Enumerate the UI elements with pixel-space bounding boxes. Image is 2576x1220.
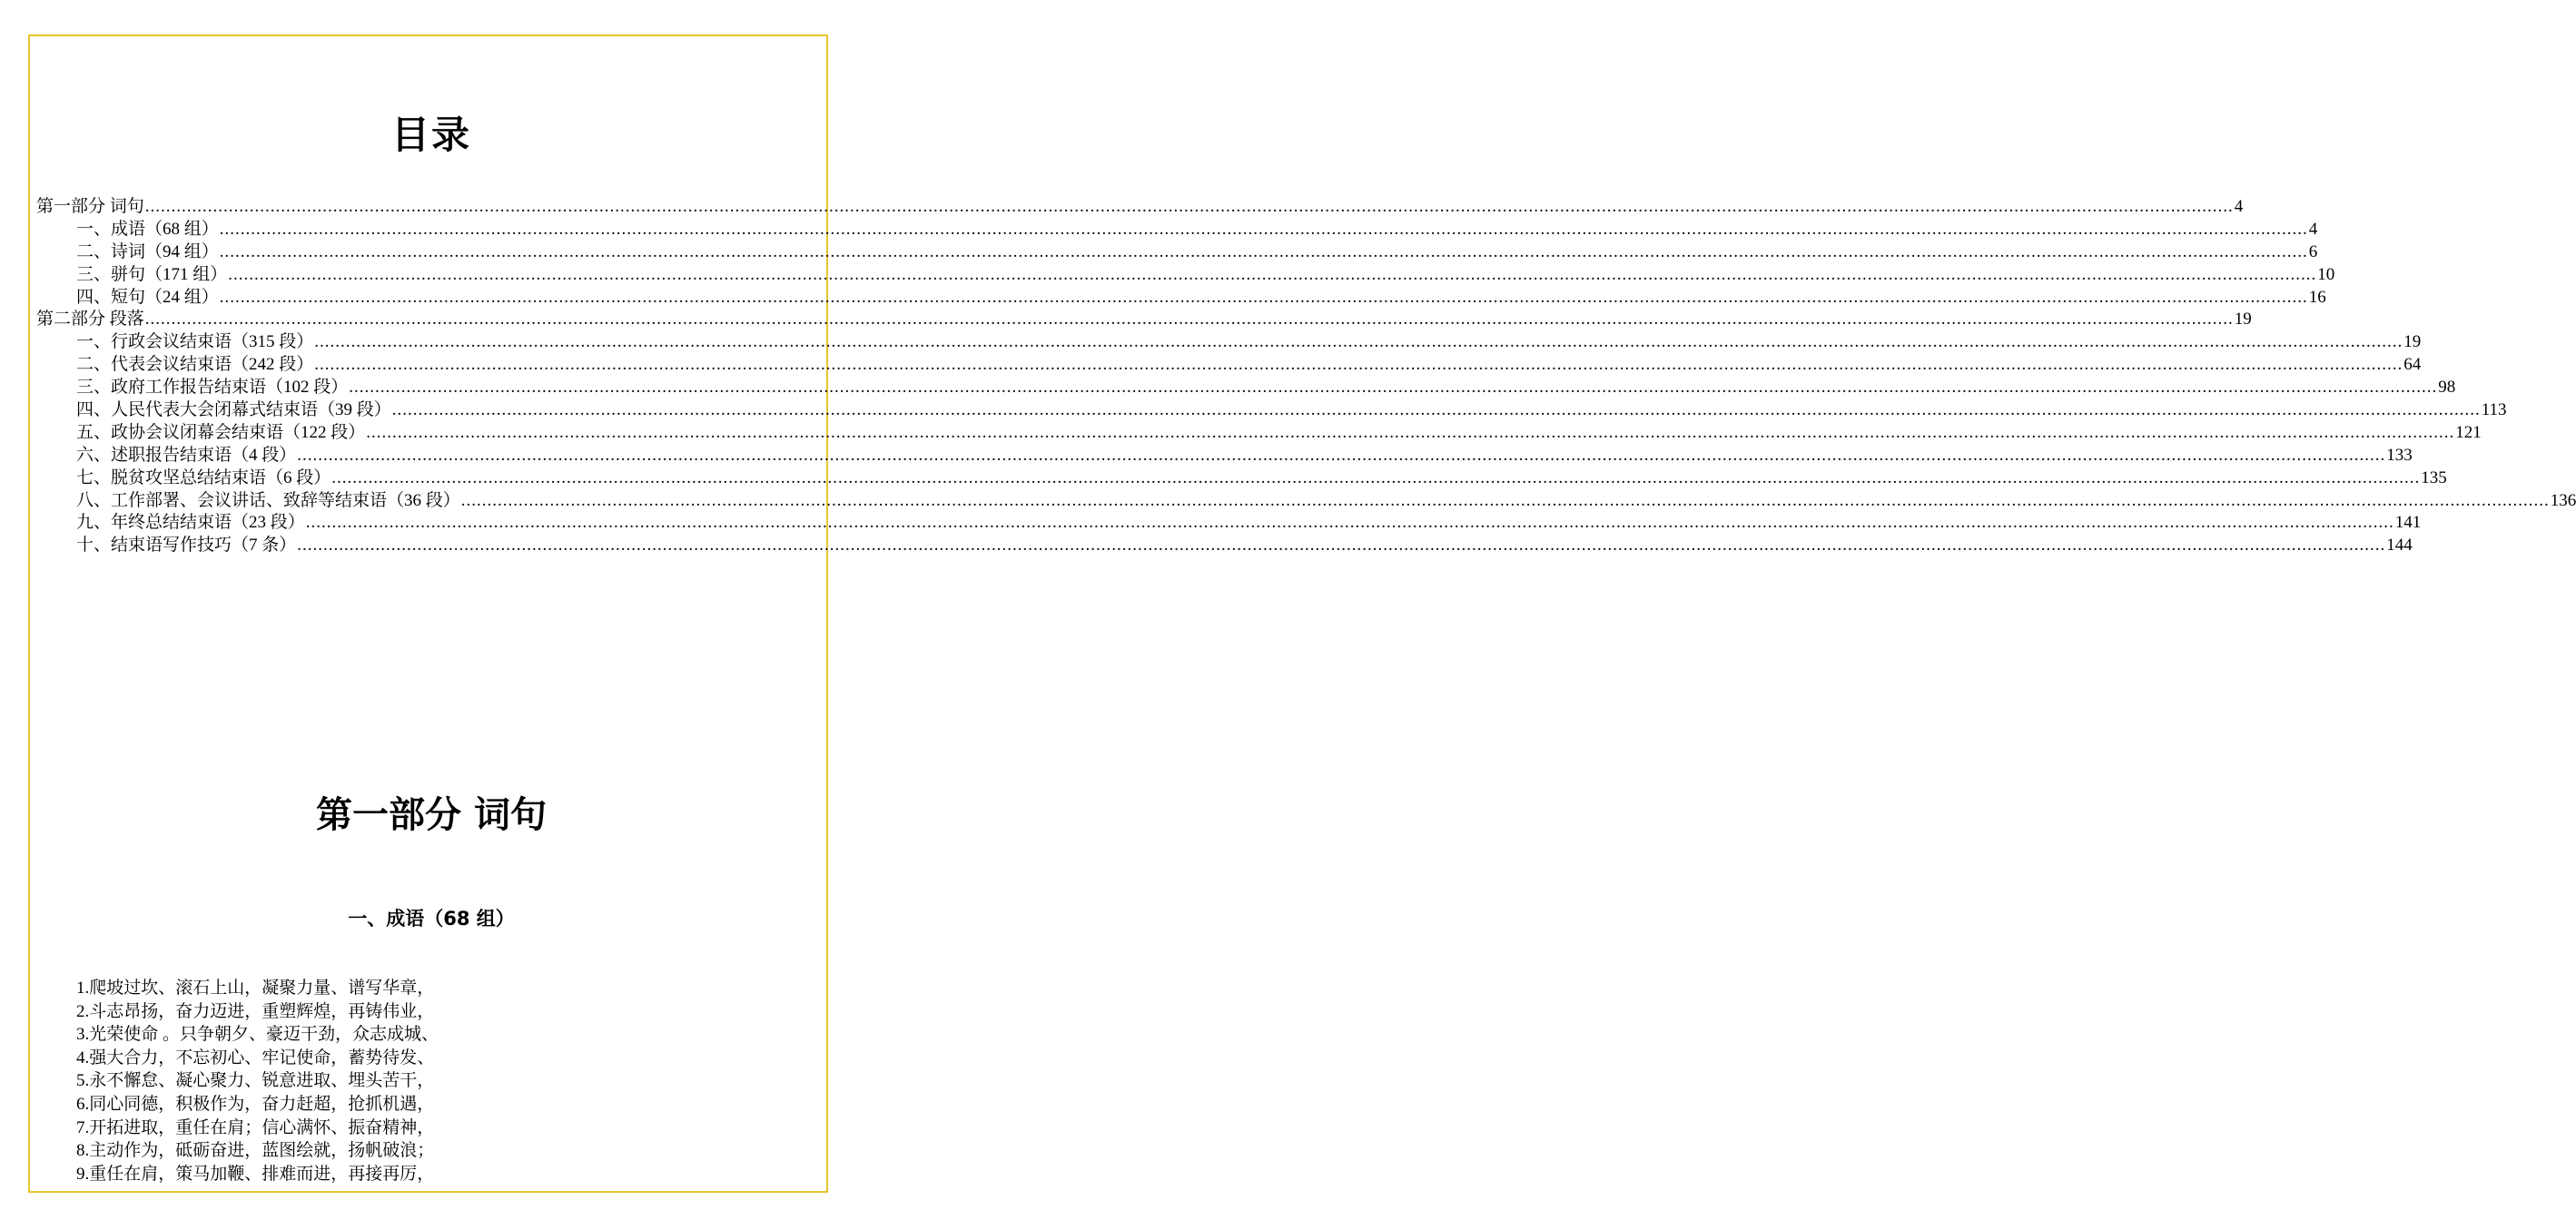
toc-leader-dots: ................................................................................................................................................................................................................................................................................................................................................................................................................ xyxy=(228,264,2317,284)
part-title: 第一部分 词句 xyxy=(316,794,547,836)
toc-entry-page: 133 xyxy=(2386,445,2413,465)
toc-leader-dots: ................................................................................................................................................................................................................................................................................................................................................................................................................ xyxy=(219,241,2308,261)
toc-entry-label: 二、代表会议结束语（242 段） xyxy=(76,355,314,375)
toc-entry-label: 九、年终总结结束语（23 段） xyxy=(76,513,305,533)
toc-leader-dots: ................................................................................................................................................................................................................................................................................................................................................................................................................ xyxy=(460,490,2550,510)
toc-entry-label: 一、行政会议结束语（315 段） xyxy=(76,332,314,352)
toc-leader-dots: ................................................................................................................................................................................................................................................................................................................................................................................................................ xyxy=(314,355,2403,375)
toc-entry-page: 98 xyxy=(2438,378,2456,398)
toc-entry-label: 七、脱贫攻坚总结结束语（6 段） xyxy=(76,467,331,487)
idiom-line: 6.同心同德，积极作为，奋力赶超，抢抓机遇， xyxy=(76,1094,435,1114)
toc-entry-page: 121 xyxy=(2455,422,2482,442)
toc-leader-dots: ................................................................................................................................................................................................................................................................................................................................................................................................................ xyxy=(219,219,2308,239)
toc-entry[interactable] xyxy=(36,535,2413,557)
toc-entry-label: 三、骈句（171 组） xyxy=(76,264,228,284)
idiom-line: 8.主动作为，砥砺奋进，蓝图绘就，扬帆破浪； xyxy=(76,1141,435,1161)
toc-leader-dots: ................................................................................................................................................................................................................................................................................................................................................................................................................ xyxy=(305,513,2394,533)
toc-entry[interactable] xyxy=(36,377,2456,399)
toc-entry-page: 10 xyxy=(2317,264,2335,284)
toc-entry-label: 二、诗词（94 组） xyxy=(76,241,219,261)
idiom-line: 3.光荣使命 。只争朝夕、豪迈干劲，众志成城、 xyxy=(76,1025,439,1045)
toc-entry-page: 19 xyxy=(2403,332,2422,352)
toc-entry-page: 144 xyxy=(2386,536,2413,556)
toc-entry-label: 五、政协会议闭幕会结束语（122 段） xyxy=(76,422,366,442)
toc-entry[interactable] xyxy=(36,445,2413,467)
toc-entry-page: 19 xyxy=(2234,310,2252,330)
toc-leader-dots: ................................................................................................................................................................................................................................................................................................................................................................................................................ xyxy=(391,400,2481,420)
toc-entry-page: 64 xyxy=(2403,355,2422,375)
idiom-line: 7.开拓进取，重任在肩；信心满怀、振奋精神， xyxy=(76,1117,435,1137)
toc-entry[interactable] xyxy=(36,264,2335,287)
toc-leader-dots: ................................................................................................................................................................................................................................................................................................................................................................................................................ xyxy=(144,310,2234,330)
toc-leader-dots: ................................................................................................................................................................................................................................................................................................................................................................................................................ xyxy=(314,332,2403,352)
idiom-line: 9.重任在肩，策马加鞭、排难而进，再接再厉， xyxy=(76,1164,435,1184)
toc-entry-label: 八、工作部署、会议讲话、致辞等结束语（36 段） xyxy=(76,490,460,510)
toc-entry-page: 4 xyxy=(2234,197,2244,216)
toc-entry[interactable] xyxy=(36,309,2252,331)
toc-entry-page: 16 xyxy=(2308,287,2326,307)
toc-entry[interactable] xyxy=(36,399,2507,422)
toc-entry[interactable] xyxy=(36,467,2447,490)
toc-entry-label: 第一部分 词句 xyxy=(36,197,144,216)
table-of-contents xyxy=(36,196,2576,557)
toc-entry[interactable] xyxy=(36,331,2422,354)
toc-entry[interactable] xyxy=(36,287,2326,310)
toc-entry-page: 6 xyxy=(2308,241,2318,261)
idiom-line: 1.爬坡过坎、滚石上山，凝聚力量、谱写华章， xyxy=(76,979,435,998)
toc-entry[interactable] xyxy=(36,241,2318,264)
toc-entry-label: 四、人民代表大会闭幕式结束语（39 段） xyxy=(76,400,391,420)
toc-entry-label: 第二部分 段落 xyxy=(36,310,144,330)
toc-entry-label: 一、成语（68 组） xyxy=(76,219,219,239)
toc-entry-label: 四、短句（24 组） xyxy=(76,287,219,307)
toc-entry[interactable] xyxy=(36,512,2422,535)
toc-entry[interactable] xyxy=(36,196,2244,219)
toc-leader-dots: ................................................................................................................................................................................................................................................................................................................................................................................................................ xyxy=(366,422,2455,442)
toc-leader-dots: ................................................................................................................................................................................................................................................................................................................................................................................................................ xyxy=(297,445,2386,465)
toc-entry-label: 三、政府工作报告结束语（102 段） xyxy=(76,378,349,398)
toc-title: 目录 xyxy=(390,113,471,157)
toc-entry[interactable] xyxy=(36,422,2482,445)
idiom-line: 4.强大合力，不忘初心、牢记使命，蓄势待发、 xyxy=(76,1048,435,1068)
toc-leader-dots: ................................................................................................................................................................................................................................................................................................................................................................................................................ xyxy=(144,197,2234,216)
toc-entry-label: 六、述职报告结束语（4 段） xyxy=(76,445,297,465)
toc-entry[interactable] xyxy=(36,219,2318,241)
idiom-line: 2.斗志昂扬，奋力迈进，重塑辉煌，再铸伟业， xyxy=(76,1001,435,1021)
toc-entry-label: 十、结束语写作技巧（7 条） xyxy=(76,536,297,556)
toc-entry-page: 113 xyxy=(2481,400,2507,420)
toc-leader-dots: ................................................................................................................................................................................................................................................................................................................................................................................................................ xyxy=(219,287,2308,307)
toc-entry-page: 136 xyxy=(2550,490,2576,510)
toc-entry-page: 4 xyxy=(2308,219,2318,239)
toc-leader-dots: ................................................................................................................................................................................................................................................................................................................................................................................................................ xyxy=(331,467,2421,487)
toc-entry-page: 141 xyxy=(2394,513,2422,533)
toc-entry[interactable] xyxy=(36,354,2422,377)
toc-leader-dots: ................................................................................................................................................................................................................................................................................................................................................................................................................ xyxy=(349,378,2438,398)
section-title: 一、成语（68 组） xyxy=(348,908,515,930)
toc-entry-page: 135 xyxy=(2421,467,2447,487)
toc-leader-dots: ................................................................................................................................................................................................................................................................................................................................................................................................................ xyxy=(297,536,2386,556)
idiom-line: 5.永不懈怠、凝心聚力、锐意进取、埋头苦干， xyxy=(76,1071,435,1091)
toc-entry[interactable] xyxy=(36,490,2576,513)
idiom-list xyxy=(76,977,803,1186)
